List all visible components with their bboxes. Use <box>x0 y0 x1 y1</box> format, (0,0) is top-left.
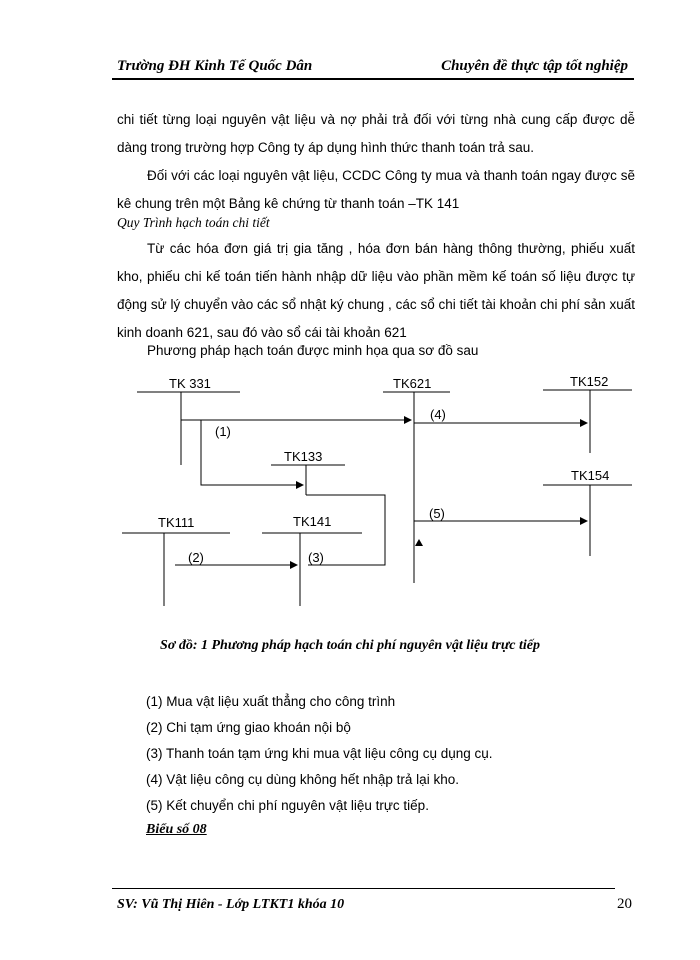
label-tk111: TK111 <box>158 515 195 530</box>
footer-rule <box>112 888 615 889</box>
header-school: Trường ĐH Kinh Tế Quốc Dân <box>117 58 313 74</box>
table-reference: Biểu số 08 <box>146 822 207 837</box>
paragraph-1: chi tiết từng loại nguyên vật liệu và nợ phải trả đối với từng nhà cung cấp được dễ dàng trong trường hợp Công ty áp dụng hình thức thanh toán trả sau. <box>117 112 635 155</box>
legend-item: (1) Mua vật liệu xuất thẳng cho công trình <box>146 694 396 709</box>
paragraph-3: Từ các hóa đơn giá trị gia tăng , hóa đơn bán hàng thông thường, phiếu xuất kho, phiếu chi kế toán tiến hành nhập dữ liệu vào phần mềm kế toán số liệu được tự động sử lý chuyển vào các sổ nhật ký chung , các sổ chi tiết tài khoản chi phí sản xuất kinh doanh 621, sau đó vào sổ cái tài khoản 621 <box>117 241 635 340</box>
label-tk152: TK152 <box>570 374 609 389</box>
page-number: 20 <box>617 896 632 912</box>
diagram-caption: Sơ đồ: 1 Phương pháp hạch toán chi phí nguyên vật liệu trực tiếp <box>160 638 540 653</box>
paragraph-4: Phương pháp hạch toán được minh họa qua sơ đồ sau <box>147 343 479 358</box>
legend-item: (5) Kết chuyển chi phí nguyên vật liệu trực tiếp. <box>146 798 429 813</box>
flow-label-4: (4) <box>430 407 446 422</box>
flow-label-3: (3) <box>308 550 324 565</box>
label-tk133: TK133 <box>284 449 323 464</box>
label-tk331: TK 331 <box>169 376 211 391</box>
label-tk141: TK141 <box>293 514 332 529</box>
label-tk154: TK154 <box>571 468 610 483</box>
paragraph-2: Đối với các loại nguyên vật liệu, CCDC Công ty mua và thanh toán ngay được sẽ kê chung trên một Bảng kê chứng từ thanh toán –TK 141 <box>117 168 635 211</box>
flow-label-5: (5) <box>429 506 445 521</box>
small-triangle-mark <box>415 539 423 546</box>
label-tk621: TK621 <box>393 376 432 391</box>
subheading: Quy Trình hạch toán chi tiết <box>117 215 270 230</box>
legend-item: (3) Thanh toán tạm ứng khi mua vật liệu công cụ dụng cụ. <box>146 746 493 761</box>
header-title: Chuyên đề thực tập tốt nghiệp <box>441 58 628 74</box>
footer-student: SV: Vũ Thị Hiên - Lớp LTKT1 khóa 10 <box>117 897 345 912</box>
flow-label-1: (1) <box>215 424 231 439</box>
legend-item: (2) Chi tạm ứng giao khoán nội bộ <box>146 720 351 735</box>
legend-item: (4) Vật liệu công cụ dùng không hết nhập trả lại kho. <box>146 772 459 787</box>
flow-label-2: (2) <box>188 550 204 565</box>
